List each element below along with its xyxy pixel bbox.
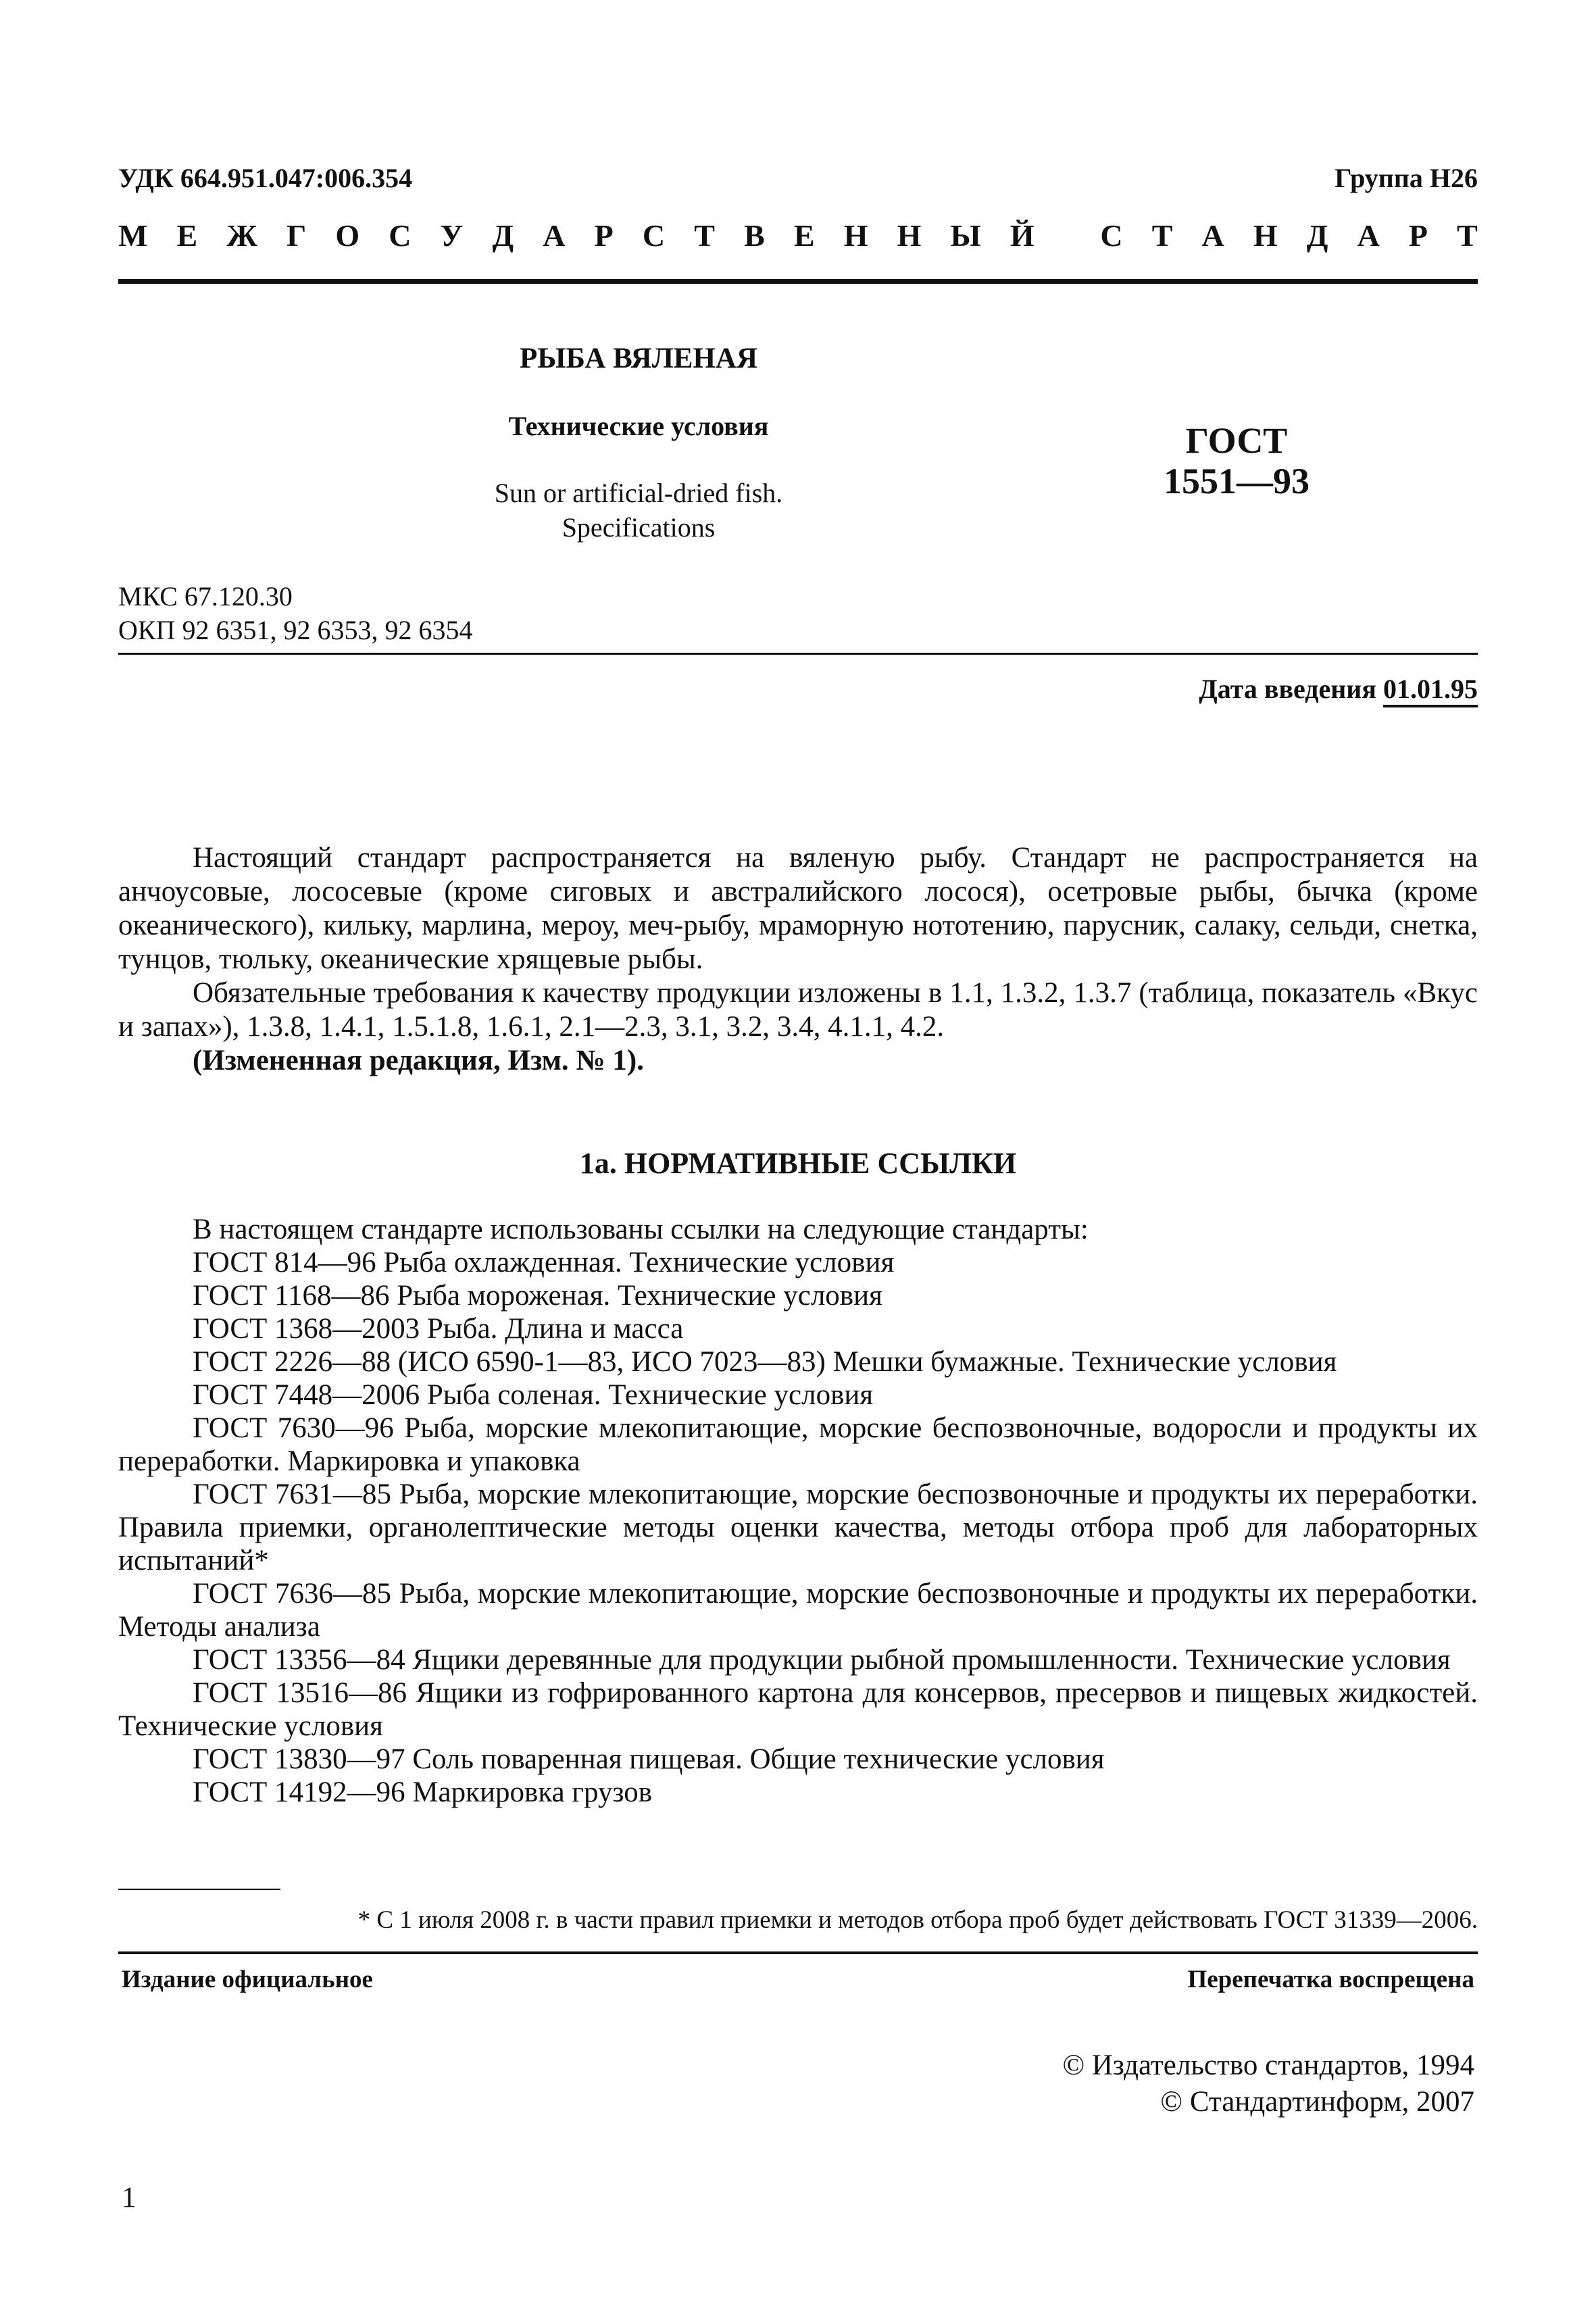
classifier-codes (118, 580, 472, 647)
heading-letter: Н (843, 218, 868, 253)
page-number: 1 (122, 2182, 136, 2214)
introduction-date-label: Дата введения (1199, 674, 1376, 704)
document-title: РЫБА ВЯЛЕНАЯ (519, 343, 758, 374)
document-subtitle: Технические условия (508, 411, 769, 441)
reference-item: ГОСТ 814—96 Рыба охлажденная. Технические условия (193, 1247, 895, 1278)
section-title: 1а. НОРМАТИВНЫЕ ССЫЛКИ (579, 1147, 1017, 1180)
heading-letter: А (1357, 218, 1380, 253)
reference-item: ГОСТ 13516—86 Ящики из гофрированного картона для консервов, пресервов и пищевых жидкостей. Технические условия (118, 1677, 1478, 1742)
heading-letter: Е (793, 218, 815, 253)
official-edition-label: Издание официальное (122, 1966, 373, 1993)
heading-letter: Н (1253, 218, 1278, 253)
heading-letter: Ж (226, 218, 257, 253)
heading-letter: Ы (950, 218, 981, 253)
reference-item: ГОСТ 13356—84 Ящики деревянные для продукции рыбной промышленности. Технические условия (193, 1644, 1451, 1676)
reference-item: ГОСТ 7631—85 Рыба, морские млекопитающие, морские беспозвоночные и продукты их переработки. Правила приемки, органолептические методы оценки качества, методы отбора проб для лабораторных испытаний* (118, 1478, 1478, 1576)
heading-letter: В (744, 218, 765, 253)
gost-label: ГОСТ (1185, 420, 1288, 461)
reference-item: ГОСТ 7448—2006 Рыба соленая. Технические условия (193, 1379, 874, 1411)
heading-letter: У (440, 218, 464, 253)
heading-letter: Г (286, 218, 307, 253)
english-title-line-2: Specifications (562, 512, 716, 543)
heading-letter: А (543, 218, 566, 253)
intro-paragraph-requirements: Обязательные требования к качеству продукции изложены в 1.1, 1.3.2, 1.3.7 (таблица, показатель «Вкус и запах»), 1.3.8, 1.4.1, 1.5.1.8, 1.6.1, 2.1—2.3, 3.1, 3.2, 3.4, 4.1.1, 4.2. (118, 977, 1478, 1043)
copyright-line-1: © Издательство стандартов, 1994 (1062, 2049, 1474, 2081)
title-block (405, 342, 872, 543)
introduction-date (1199, 673, 1478, 705)
reference-item: ГОСТ 13830—97 Соль поваренная пищевая. Общие технические условия (193, 1743, 1105, 1775)
udk-code: УДК 664.951.047:006.354 (118, 163, 413, 193)
heading-letter: М (118, 218, 148, 253)
mks-code: МКС 67.120.30 (118, 581, 293, 612)
footnote-rule (118, 1889, 280, 1890)
copyright-block (1062, 2047, 1474, 2120)
title-rule (118, 653, 1478, 655)
reference-item: ГОСТ 1368—2003 Рыба. Длина и масса (193, 1313, 684, 1345)
group-code: Группа Н26 (1335, 163, 1478, 193)
heading-letter: Т (1457, 218, 1478, 253)
heading-letter: Й (1009, 218, 1034, 253)
heading-letter: С (1100, 218, 1123, 253)
heading-letter: С (642, 218, 666, 253)
reference-item: ГОСТ 2226—88 (ИСО 6590-1—83, ИСО 7023—83) Мешки бумажные. Технические условия (193, 1346, 1337, 1378)
footer-rule (118, 1951, 1478, 1954)
english-title-line-1: Sun or artificial-dried fish. (494, 478, 783, 508)
heading-letter (1064, 218, 1072, 253)
heading-letter: Р (1408, 218, 1428, 253)
heading-letter: А (1201, 218, 1224, 253)
intro-paragraph-amendment: (Измененная редакция, Изм. № 1). (193, 1045, 644, 1076)
reference-item: ГОСТ 7636—85 Рыба, морские млекопитающие, морские беспозвоночные и продукты их переработки. Методы анализа (118, 1578, 1478, 1643)
heading-letter: С (389, 218, 412, 253)
heading-letter: Е (176, 218, 198, 253)
reprint-prohibited-label: Перепечатка воспрещена (1187, 1966, 1474, 1993)
reference-item: ГОСТ 1168—86 Рыба мороженая. Технические условия (193, 1280, 882, 1312)
heading-letter: Р (594, 218, 614, 253)
okp-code: ОКП 92 6351, 92 6353, 92 6354 (118, 615, 473, 645)
normative-references (118, 1213, 1478, 1809)
header-rule (118, 279, 1478, 284)
interstate-standard-heading (118, 218, 1478, 253)
heading-letter: Т (1151, 218, 1173, 253)
references-lead: В настоящем стандарте использованы ссылки на следующие стандарты: (193, 1214, 1089, 1245)
footnote: * С 1 июля 2008 г. в части правил приемки и методов отбора проб будет действовать ГОСТ 31339—2006. (357, 1906, 1478, 1934)
reference-item: ГОСТ 14192—96 Маркировка грузов (193, 1776, 653, 1808)
introduction-date-value: 01.01.95 (1383, 674, 1478, 704)
heading-letter: Д (1306, 218, 1328, 253)
gost-designation (1149, 420, 1324, 501)
introduction (118, 841, 1478, 1078)
copyright-line-2: © Стандартинформ, 2007 (1160, 2086, 1474, 2118)
heading-letter: Н (897, 218, 922, 253)
reference-item: ГОСТ 7630—96 Рыба, морские млекопитающие, морские беспозвоночные, водоросли и продукты их переработки. Маркировка и упаковка (118, 1412, 1478, 1477)
heading-letter: Т (694, 218, 715, 253)
intro-paragraph-scope: Настоящий стандарт распространяется на вяленую рыбу. Стандарт не распространяется на анчоусовые, лососевые (кроме сиговых и австралийского лосося), осетровые рыбы, бычка (кроме океанического), кильку, марлина, мероу, меч-рыбу, мраморную нототению, парусник, салаку, сельди, снетка, тунцов, тюльку, океанические хрящевые рыбы. (118, 842, 1478, 975)
heading-letter: О (335, 218, 360, 253)
gost-number: 1551—93 (1164, 461, 1310, 501)
heading-letter: Д (492, 218, 514, 253)
